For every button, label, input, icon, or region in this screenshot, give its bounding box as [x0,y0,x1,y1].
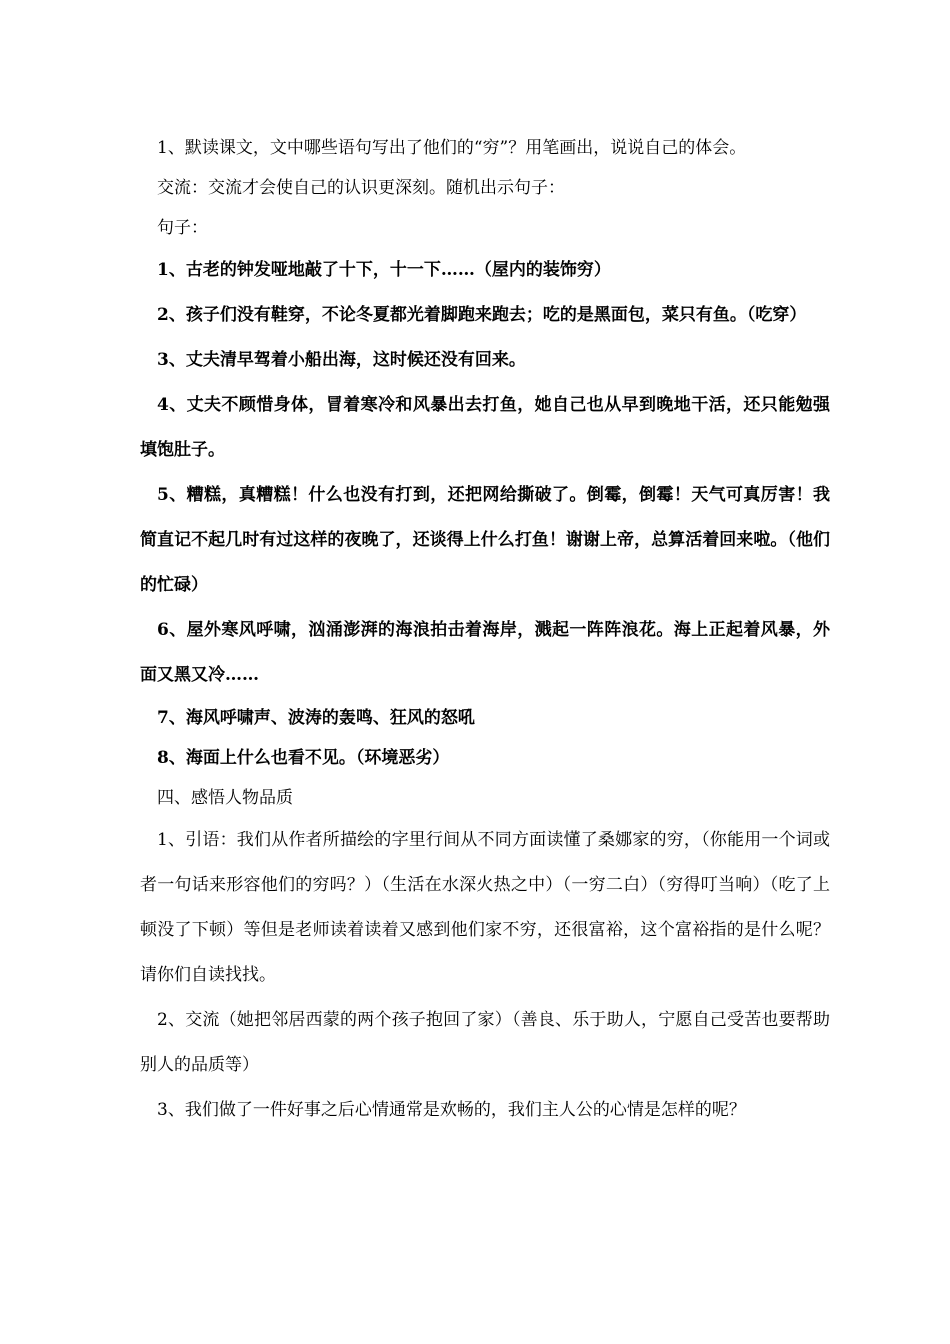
sentence-2: 2、孩子们没有鞋穿，不论冬夏都光着脚跑来跑去；吃的是黑面包，菜只有鱼。（吃穿） [157,305,807,325]
paragraph-exchange-2: 2、交流（她把邻居西蒙的两个孩子抱回了家）（善良、乐于助人，宁愿自己受苦也要帮助别人的品质等） [140,1010,830,1075]
paragraph-question-3: 3、我们做了一件好事之后心情通常是欢畅的，我们主人公的心情是怎样的呢？ [157,1100,746,1120]
paragraph-intro: 1、引语：我们从作者所描绘的字里行间从不同方面读懂了桑娜家的穷，（你能用一个词或者一句话来形容他们的穷吗？）（生活在水深火热之中）（一穷二白）（穷得叮当响）（吃了上顿没了下顿）等但是老师读着读着又感到他们家不穷，还很富裕，这个富裕指的是什么呢？请你们自读找找。 [140,830,830,985]
sentence-4: 4、丈夫不顾惜身体，冒着寒冷和风暴出去打鱼，她自己也从早到晚地干活，还只能勉强填饱肚子。 [140,395,830,460]
sentence-1: 1、古老的钟发哑地敲了十下，十一下……（屋内的装饰穷） [157,260,611,280]
sentence-6: 6、屋外寒风呼啸，汹涌澎湃的海浪拍击着海岸，溅起一阵阵浪花。海上正起着风暴，外面又黑又冷…… [140,620,830,685]
paragraph-task-1: 1、默读课文，文中哪些语句写出了他们的“穷”？用笔画出，说说自己的体会。 [157,138,747,158]
sentence-5: 5、糟糕，真糟糕！什么也没有打到，还把网给撕破了。倒霉，倒霉！天气可真厉害！我简直记不起几时有过这样的夜晚了，还谈得上什么打鱼！谢谢上帝，总算活着回来啦。（他们的忙碌） [140,485,830,595]
sentence-3: 3、丈夫清早驾着小船出海，这时候还没有回来。 [157,350,526,370]
paragraph-sentences-label: 句子： [157,218,208,238]
section-heading-4: 四、感悟人物品质 [157,788,293,808]
sentence-8: 8、海面上什么也看不见。（环境恶劣） [157,748,450,768]
document-page [140,128,830,1133]
paragraph-exchange: 交流：交流才会使自己的认识更深刻。随机出示句子： [157,178,565,198]
sentence-7: 7、海风呼啸声、波涛的轰鸣、狂风的怒吼 [157,708,475,728]
